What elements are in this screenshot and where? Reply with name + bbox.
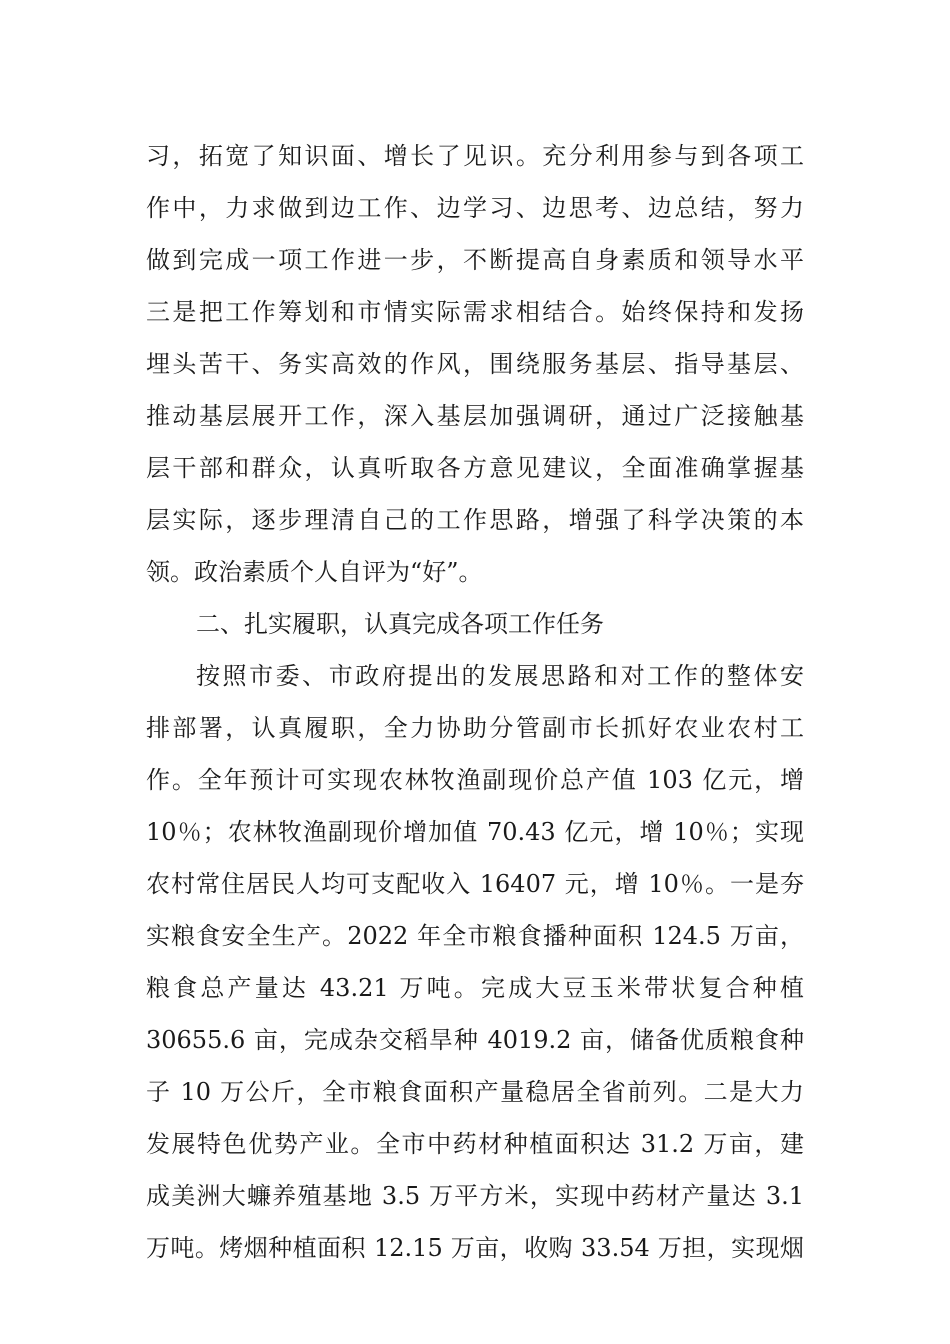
text-line — [0, 968, 950, 1008]
text-line — [0, 812, 950, 852]
line-text: 三是把工作筹划和市情实际需求相结合。始终保持和发扬 — [146, 298, 804, 326]
line-text: 实粮食安全生产。2022 年全市粮食播种面积 124.5 万亩， — [146, 922, 804, 950]
text-line — [0, 708, 950, 748]
line-text: 发展特色优势产业。全市中药材种植面积达 31.2 万亩，建 — [146, 1130, 804, 1158]
line-text: 粮食总产量达 43.21 万吨。完成大豆玉米带状复合种植 — [146, 974, 804, 1002]
section-heading — [0, 604, 950, 644]
line-text: 领。政治素质个人自评为“好”。 — [146, 558, 483, 586]
text-line — [0, 396, 950, 436]
text-line — [0, 188, 950, 228]
line-text: 作。全年预计可实现农林牧渔副现价总产值 103 亿元，增 — [146, 766, 804, 794]
text-line — [0, 1176, 950, 1216]
line-text: 作中，力求做到边工作、边学习、边思考、边总结，努力 — [146, 194, 804, 222]
text-line — [0, 136, 950, 176]
text-line — [0, 1124, 950, 1164]
line-text: 10％；农林牧渔副现价增加值 70.43 亿元，增 10％；实现 — [146, 818, 804, 846]
line-text: 农村常住居民人均可支配收入 16407 元，增 10％。一是夯 — [146, 870, 804, 898]
line-text: 子 10 万公斤，全市粮食面积产量稳居全省前列。二是大力 — [146, 1078, 804, 1106]
text-line — [0, 760, 950, 800]
text-line — [0, 500, 950, 540]
text-line — [0, 448, 950, 488]
line-text: 埋头苦干、务实高效的作风，围绕服务基层、指导基层、 — [146, 350, 804, 378]
line-text: 推动基层展开工作，深入基层加强调研，通过广泛接触基 — [146, 402, 804, 430]
line-text: 习，拓宽了知识面、增长了见识。充分利用参与到各项工 — [146, 142, 804, 170]
line-text: 万吨。烤烟种植面积 12.15 万亩，收购 33.54 万担，实现烟 — [146, 1234, 804, 1262]
line-text: 成美洲大蠊养殖基地 3.5 万平方米，实现中药材产量达 3.1 — [146, 1182, 804, 1210]
text-line — [0, 344, 950, 384]
line-text: 做到完成一项工作进一步，不断提高自身素质和领导水平 — [146, 246, 804, 274]
line-text: 按照市委、市政府提出的发展思路和对工作的整体安 — [196, 662, 804, 690]
text-line — [0, 916, 950, 956]
text-line — [0, 656, 950, 696]
text-line — [0, 240, 950, 280]
text-line — [0, 1228, 950, 1268]
text-line — [0, 292, 950, 332]
text-line — [0, 1072, 950, 1112]
text-line — [0, 552, 950, 592]
line-text: 排部署，认真履职，全力协助分管副市长抓好农业农村工 — [146, 714, 804, 742]
text-line — [0, 1020, 950, 1060]
line-text: 层干部和群众，认真听取各方意见建议，全面准确掌握基 — [146, 454, 804, 482]
text-line — [0, 864, 950, 904]
heading-text: 二、扎实履职，认真完成各项工作任务 — [196, 610, 604, 638]
line-text: 层实际，逐步理清自己的工作思路，增强了科学决策的本 — [146, 506, 804, 534]
line-text: 30655.6 亩，完成杂交稻旱种 4019.2 亩，储备优质粮食种 — [146, 1026, 804, 1054]
